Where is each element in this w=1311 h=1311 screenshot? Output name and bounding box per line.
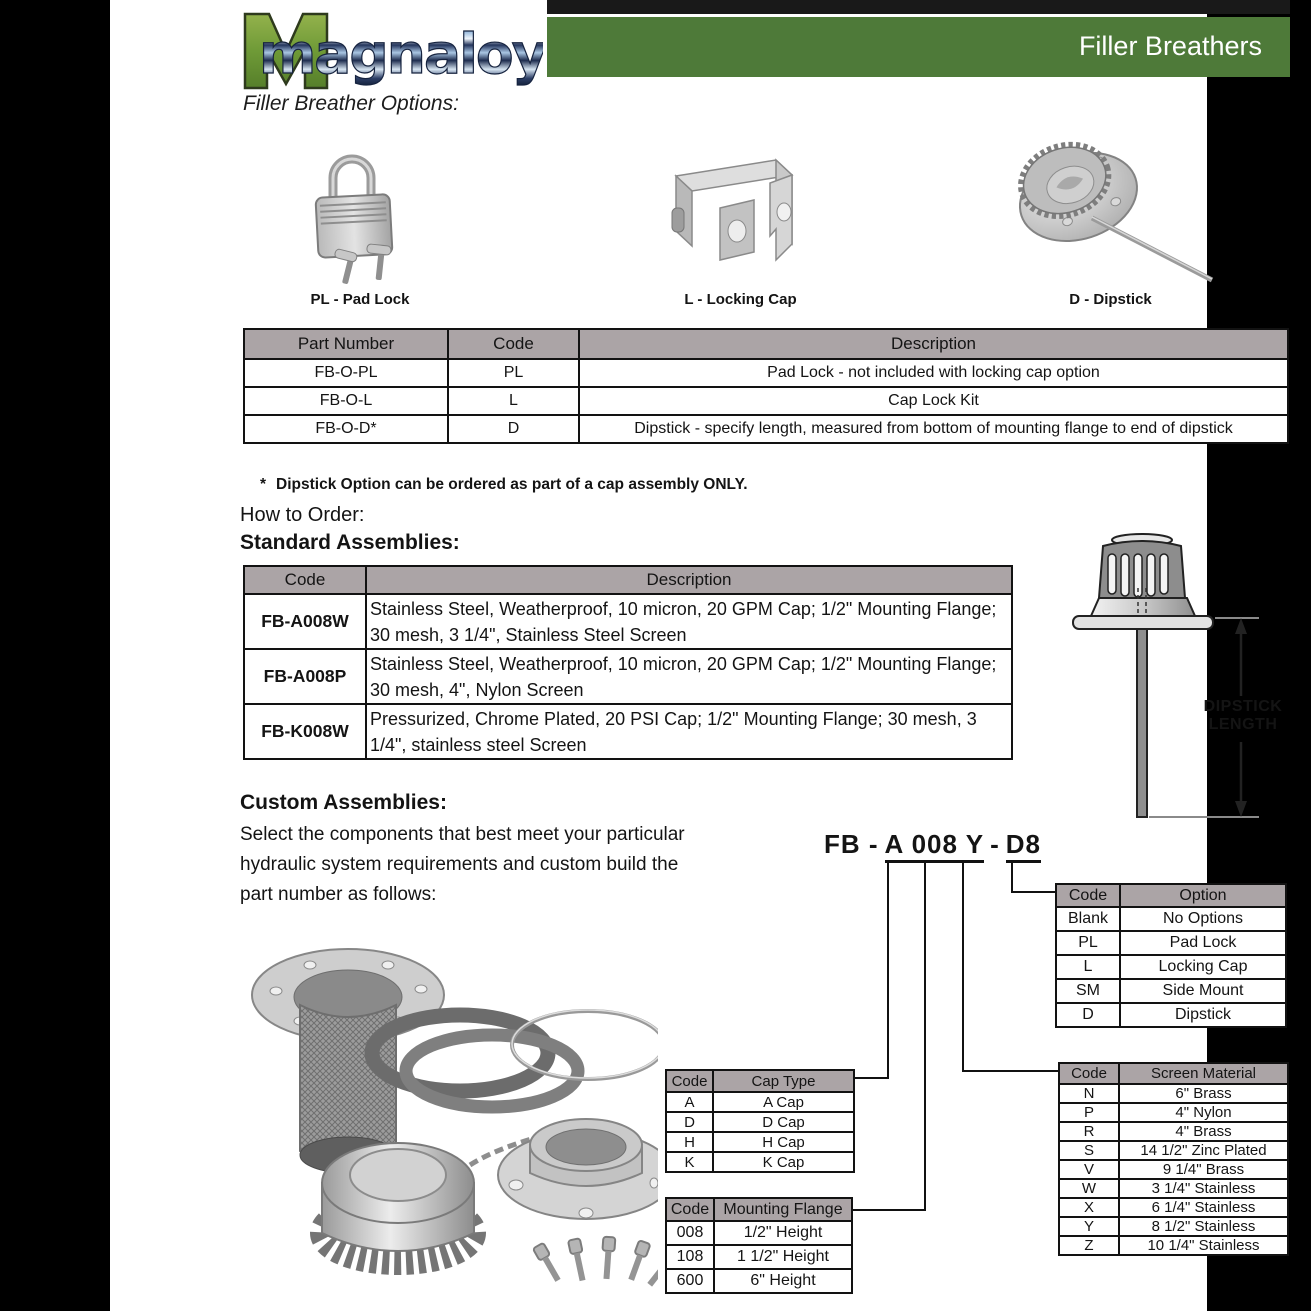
column-header: Code <box>666 1198 714 1221</box>
footnote <box>260 476 748 494</box>
table-cell: Pad Lock <box>1120 931 1286 955</box>
table-cell: FB-A008W <box>244 594 366 649</box>
table-cell: N <box>1059 1084 1119 1103</box>
column-header: Cap Type <box>713 1070 854 1092</box>
table-row <box>1059 1179 1288 1198</box>
table-cell: FB-O-PL <box>244 359 448 387</box>
connector-option-vertical <box>1011 862 1013 893</box>
part-number-group1: A 008 Y <box>885 829 985 863</box>
table-cell: Z <box>1059 1236 1119 1255</box>
connector-screen-horizontal <box>962 1070 1058 1072</box>
magnaloy-logo <box>241 6 543 96</box>
table-cell: Dipstick <box>1120 1003 1286 1027</box>
table-row <box>1059 1160 1288 1179</box>
table-row <box>244 649 1012 704</box>
logo-graphic <box>241 6 543 96</box>
footnote-star: * <box>260 476 267 493</box>
table-cell: H <box>666 1132 713 1152</box>
table-row <box>666 1112 854 1132</box>
table-cell: 3 1/4" Stainless <box>1119 1179 1288 1198</box>
part-number-dash: - <box>990 829 1000 859</box>
table-row <box>244 387 1288 415</box>
options-table <box>243 328 1289 444</box>
table-cell: Pressurized, Chrome Plated, 20 PSI Cap; 1/2" Mounting Flange; 30 mesh, 3 1/4", stainless steel Screen <box>366 704 1012 759</box>
table-row <box>1056 979 1286 1003</box>
table-cell: 008 <box>666 1221 714 1245</box>
table-cell: H Cap <box>713 1132 854 1152</box>
table-cell: S <box>1059 1141 1119 1160</box>
table-row <box>1056 931 1286 955</box>
table-cell: 8 1/2" Stainless <box>1119 1217 1288 1236</box>
table-row <box>1059 1217 1288 1236</box>
screen-material-table <box>1058 1062 1289 1256</box>
table-header-row <box>1056 884 1286 907</box>
table-cell: D <box>666 1112 713 1132</box>
table-cell: D <box>1056 1003 1120 1027</box>
section-title-options: Filler Breather Options: <box>243 92 459 115</box>
option-table <box>1055 883 1287 1028</box>
dipstick-photo <box>1000 126 1225 288</box>
table-cell: 4" Brass <box>1119 1122 1288 1141</box>
caption-pad-lock: PL - Pad Lock <box>310 291 410 308</box>
table-cell: Locking Cap <box>1120 955 1286 979</box>
mounting-flange-table <box>665 1197 853 1294</box>
table-cell: A Cap <box>713 1092 854 1112</box>
dipstick-length-label-2: LENGTH <box>1208 716 1278 733</box>
header-black-bar <box>547 0 1290 14</box>
thumbscrew-1 <box>334 248 358 284</box>
connector-option-horizontal <box>1011 891 1057 893</box>
table-cell: Dipstick - specify length, measured from bottom of mounting flange to end of dipstick <box>579 415 1288 443</box>
table-cell: 10 1/4" Stainless <box>1119 1236 1288 1255</box>
table-cell: Side Mount <box>1120 979 1286 1003</box>
column-header: Code <box>448 329 579 359</box>
cap-type-table <box>665 1069 855 1173</box>
table-cell: FB-A008P <box>244 649 366 704</box>
document-page <box>110 0 1283 1311</box>
column-header: Description <box>579 329 1288 359</box>
header-banner <box>547 17 1290 77</box>
table-cell: L <box>448 387 579 415</box>
table-cell: 1 1/2" Height <box>714 1245 852 1269</box>
connector-cap-type-vertical <box>887 860 889 1079</box>
table-row <box>1059 1236 1288 1255</box>
table-cell: 9 1/4" Brass <box>1119 1160 1288 1179</box>
table-row <box>1059 1198 1288 1217</box>
table-cell: Y <box>1059 1217 1119 1236</box>
part-number-example <box>824 829 1041 860</box>
table-cell: V <box>1059 1160 1119 1179</box>
column-header: Mounting Flange <box>714 1198 852 1221</box>
table-cell: 600 <box>666 1269 714 1293</box>
table-row <box>1059 1084 1288 1103</box>
table-row <box>666 1221 852 1245</box>
table-cell: 1/2" Height <box>714 1221 852 1245</box>
how-to-order-label: How to Order: <box>240 504 365 526</box>
standard-assemblies-table <box>243 565 1013 760</box>
parts-kit-photo <box>248 933 658 1305</box>
table-header-row <box>244 566 1012 594</box>
connector-flange-vertical <box>924 860 926 1211</box>
locking-cap-photo <box>658 150 823 272</box>
table-cell: X <box>1059 1198 1119 1217</box>
table-cell: P <box>1059 1103 1119 1122</box>
connector-flange-horizontal <box>850 1209 926 1211</box>
table-row <box>1056 955 1286 979</box>
table-cell: PL <box>448 359 579 387</box>
caption-dipstick: D - Dipstick <box>1069 291 1152 308</box>
connector-screen-vertical <box>962 860 964 1072</box>
part-number-group2: D8 <box>1006 829 1041 863</box>
column-header: Part Number <box>244 329 448 359</box>
table-row <box>244 359 1288 387</box>
table-row <box>244 415 1288 443</box>
standard-assemblies-title: Standard Assemblies: <box>240 531 460 554</box>
table-row <box>244 594 1012 649</box>
table-cell: L <box>1056 955 1120 979</box>
table-row <box>244 704 1012 759</box>
table-cell: FB-O-D* <box>244 415 448 443</box>
thumbscrew-2 <box>367 244 392 280</box>
table-cell: No Options <box>1120 907 1286 931</box>
table-cell: 6 1/4" Stainless <box>1119 1198 1288 1217</box>
dipstick-length-diagram <box>1045 528 1300 828</box>
table-header-row <box>666 1198 852 1221</box>
table-row <box>666 1092 854 1112</box>
table-cell: Stainless Steel, Weatherproof, 10 micron, 20 GPM Cap; 1/2" Mounting Flange; 30 mesh, 3 1/4", Stainless Steel Screen <box>366 594 1012 649</box>
table-cell: FB-O-L <box>244 387 448 415</box>
table-cell: Blank <box>1056 907 1120 931</box>
page-title: Filler Breathers <box>1078 31 1262 61</box>
logo-wordmark: magnaloy <box>259 22 543 86</box>
table-cell: PL <box>1056 931 1120 955</box>
table-row <box>666 1132 854 1152</box>
table-row <box>1059 1103 1288 1122</box>
table-cell: SM <box>1056 979 1120 1003</box>
table-row <box>1059 1122 1288 1141</box>
padlock-photo <box>293 146 428 290</box>
table-cell: Cap Lock Kit <box>579 387 1288 415</box>
table-cell: A <box>666 1092 713 1112</box>
table-row <box>1059 1141 1288 1160</box>
table-row <box>666 1269 852 1293</box>
connector-cap-type-horizontal <box>853 1077 889 1079</box>
caption-locking-cap: L - Locking Cap <box>684 291 797 308</box>
column-header: Description <box>366 566 1012 594</box>
table-cell: D <box>448 415 579 443</box>
table-header-row <box>244 329 1288 359</box>
column-header: Code <box>666 1070 713 1092</box>
table-row <box>1056 1003 1286 1027</box>
custom-text-line1: Select the components that best meet your particular <box>240 824 685 845</box>
column-header: Option <box>1120 884 1286 907</box>
table-header-row <box>1059 1063 1288 1084</box>
part-number-prefix: FB - <box>824 829 879 859</box>
table-cell: Stainless Steel, Weatherproof, 10 micron, 20 GPM Cap; 1/2" Mounting Flange; 30 mesh, 4", Nylon Screen <box>366 649 1012 704</box>
table-cell: K <box>666 1152 713 1172</box>
custom-text-line3: part number as follows: <box>240 884 437 905</box>
column-header: Code <box>1059 1063 1119 1084</box>
footnote-text: Dipstick Option can be ordered as part of a cap assembly ONLY. <box>276 476 748 493</box>
table-cell: W <box>1059 1179 1119 1198</box>
table-cell: Pad Lock - not included with locking cap option <box>579 359 1288 387</box>
table-cell: 108 <box>666 1245 714 1269</box>
table-row <box>666 1152 854 1172</box>
table-row <box>1056 907 1286 931</box>
table-cell: 14 1/2" Zinc Plated <box>1119 1141 1288 1160</box>
column-header: Code <box>244 566 366 594</box>
table-header-row <box>666 1070 854 1092</box>
custom-assemblies-title: Custom Assemblies: <box>240 791 447 814</box>
table-row <box>666 1245 852 1269</box>
table-cell: K Cap <box>713 1152 854 1172</box>
custom-text-line2: hydraulic system requirements and custom build the <box>240 854 679 875</box>
column-header: Screen Material <box>1119 1063 1288 1084</box>
table-cell: 6" Brass <box>1119 1084 1288 1103</box>
table-cell: R <box>1059 1122 1119 1141</box>
table-cell: D Cap <box>713 1112 854 1132</box>
custom-assemblies-text <box>240 820 760 910</box>
table-cell: FB-K008W <box>244 704 366 759</box>
dipstick-length-label-1: DIPSTICK <box>1203 698 1283 715</box>
table-cell: 6" Height <box>714 1269 852 1293</box>
table-cell: 4" Nylon <box>1119 1103 1288 1122</box>
column-header: Code <box>1056 884 1120 907</box>
